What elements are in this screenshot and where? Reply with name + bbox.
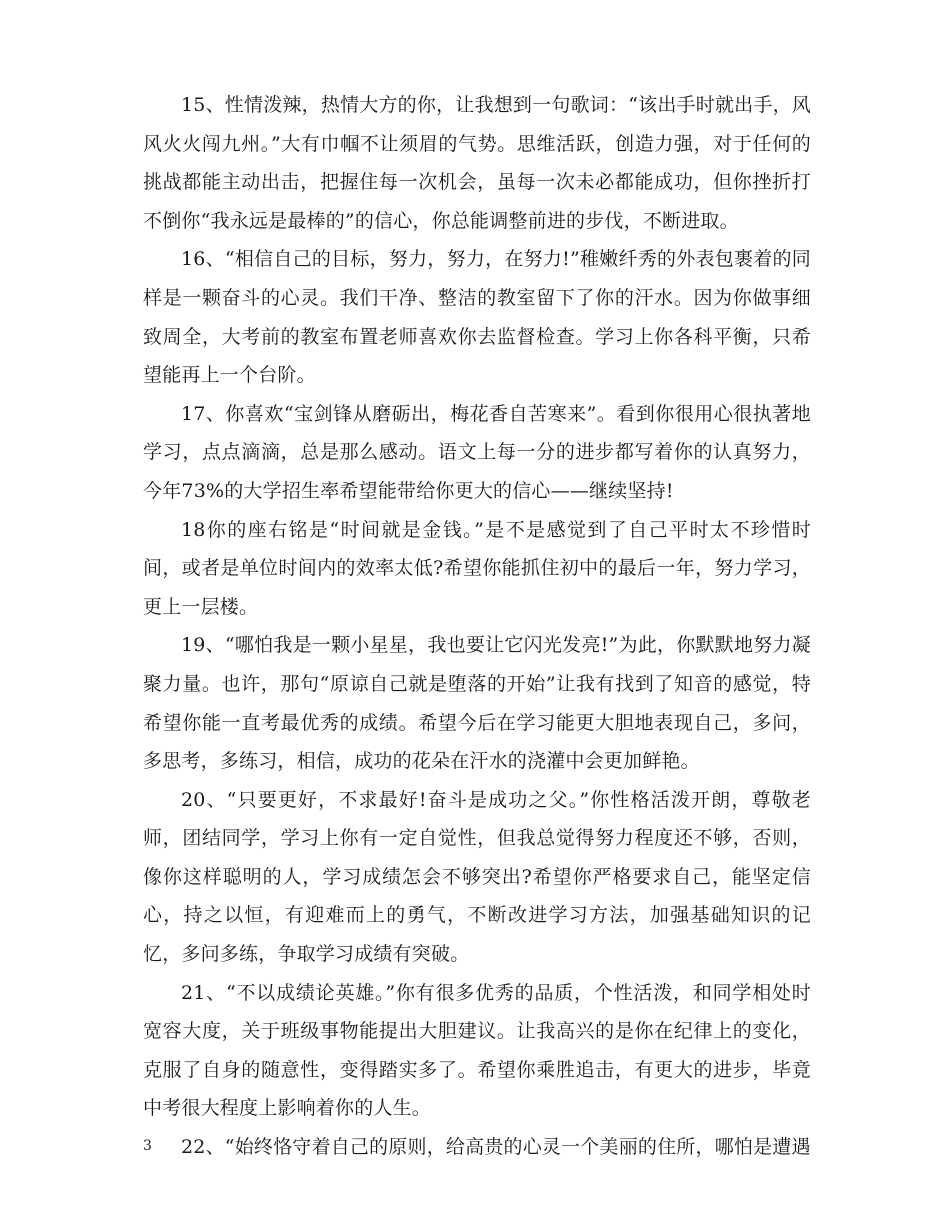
paragraph-21: 21、“不以成绩论英雄。”你有很多优秀的品质，个性活泼，和同学相处时宽容大度，关于班级事物能提出大胆建议。让我高兴的是你在纪律上的变化，克服了自身的随意性，变得踏实多了。希望你乘胜追击，有更大的进步，毕竟中考很大程度上影响着你的人生。 <box>143 981 811 1120</box>
page-body <box>143 86 811 1167</box>
paragraph-18: 18你的座右铭是“时间就是金钱。”是不是感觉到了自己平时太不珍惜时间，或者是单位时间内的效率太低?希望你能抓住初中的最后一年，努力学习，更上一层楼。 <box>143 518 811 618</box>
paragraph-19: 19、“哪怕我是一颗小星星，我也要让它闪光发亮!”为此，你默默地努力凝聚力量。也许，那句“原谅自己就是堕落的开始”让我有找到了知音的感觉，特希望你能一直考最优秀的成绩。希望今后在学习能更大胆地表现自己，多问，多思考，多练习，相信，成功的花朵在汗水的浇灌中会更加鲜艳。 <box>143 634 811 773</box>
paragraph-22: 22、“始终恪守着自己的原则，给高贵的心灵一个美丽的住所，哪怕是遭遇 <box>181 1136 811 1159</box>
paragraph-20: 20、“只要更好，不求最好!奋斗是成功之父。”你性格活泼开朗，尊敬老师，团结同学，学习上你有一定自觉性，但我总觉得努力程度还不够，否则，像你这样聪明的人，学习成绩怎会不够突出?希望你严格要求自己，能坚定信心，持之以恒，有迎难而上的勇气，不断改进学习方法，加强基础知识的记忆，多问多练，争取学习成绩有突破。 <box>143 788 811 966</box>
paragraph-16: 16、“相信自己的目标，努力，努力，在努力!”稚嫩纤秀的外表包裹着的同样是一颗奋斗的心灵。我们干净、整洁的教室留下了你的汗水。因为你做事细致周全，大考前的教室布置老师喜欢你去监督检查。学习上你各科平衡，只希望能再上一个台阶。 <box>143 248 811 387</box>
paragraph-17: 17、你喜欢“宝剑锋从磨砺出，梅花香自苦寒来”。看到你很用心很执著地学习，点点滴滴，总是那么感动。语文上每一分的进步都写着你的认真努力，今年73%的大学招生率希望能带给你更大的信心——继续坚持! <box>143 402 811 502</box>
page-number: 3 <box>143 1138 152 1154</box>
paragraph-15: 15、性情泼辣，热情大方的你，让我想到一句歌词：“该出手时就出手，风风火火闯九州。”大有巾帼不让须眉的气势。思维活跃，创造力强，对于任何的挑战都能主动出击，把握住每一次机会，虽每一次未必都能成功，但你挫折打不倒你“我永远是最棒的”的信心，你总能调整前进的步伐，不断进取。 <box>143 94 811 232</box>
